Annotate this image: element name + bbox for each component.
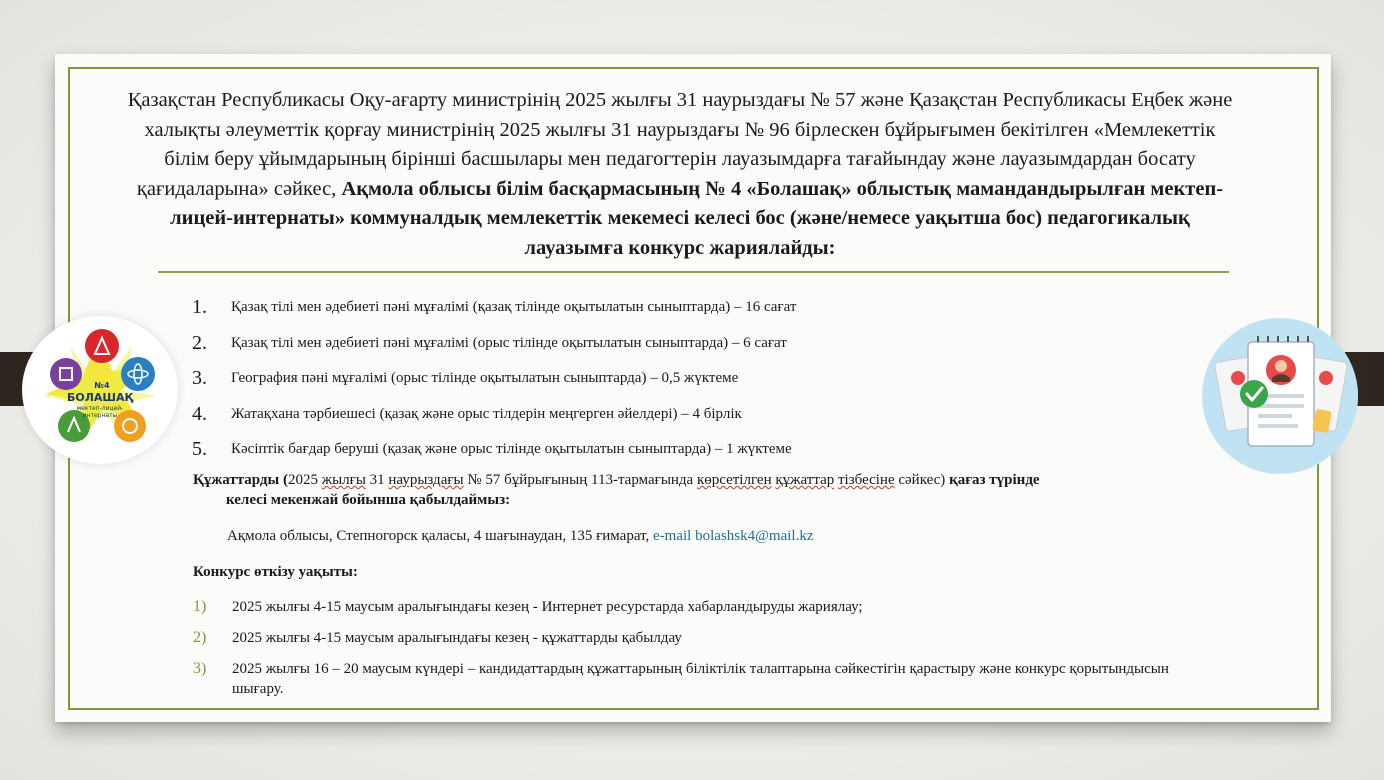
documents-text: № 57 бұйрығының 113-тармағында — [463, 472, 697, 488]
resume-icon-graphic — [1202, 318, 1358, 474]
documents-bold-text: келесі мекенжай бойынша қабылдаймыз: — [226, 492, 511, 508]
address-text: Ақмола облысы, Степногорск қаласы, 4 шағынаудан, 135 ғимарат, — [227, 528, 650, 544]
intro-text: Қазақстан Республикасы Оқу-ағарту министрінің 2025 жылғы 31 наурыздағы № 57 және Қазақстан Республикасы Еңбек және халықты әлеуметтік қорғау министрінің 2025 жылғы 31 наурыздағы № 96 бірлескен бұйрығымен бекітілген «Мемлекеттік білім беру ұйымдарының бірінші басшылары мен педагогтерін лауазымдарға тағайындау және лауазымдардан босату қағидаларына» сәйкес, — [127, 89, 1233, 200]
email-link[interactable]: e-mail bolashsk4@mail.kz — [653, 528, 814, 544]
documents-text: 31 — [365, 472, 389, 488]
documents-bold-text: қағаз түрінде — [949, 472, 1040, 488]
documents-text: тізбесіне — [837, 472, 895, 488]
intro-bold-text: Ақмола облысы білім басқармасының № 4 «Болашақ» облыстық мамандандырылған мектеп-лицей-интернаты» коммуналдық мемлекеттік мекемесі келесі бос (және/немесе уақытша бос) педагогикалық лауазымға конкурс жариялайды: — [170, 177, 1224, 259]
vacancy-item — [192, 326, 1152, 362]
logo-name: БОЛАШАҚ — [66, 391, 134, 404]
vacancy-item — [192, 361, 1152, 397]
school-logo — [22, 316, 178, 464]
stage-number: 2) — [193, 629, 207, 646]
vacancy-list — [192, 290, 1152, 468]
stage-item — [193, 659, 1203, 699]
vacancy-text: Қазақ тілі мен әдебиеті пәні мұғалімі (қазақ тілінде оқытылатын сыныптарда) – 16 сағат — [231, 299, 797, 316]
stage-number: 1) — [193, 598, 207, 615]
documents-lead: Құжаттарды ( — [193, 472, 288, 488]
logo-subtitle: мектеп-лицей- — [76, 405, 124, 412]
intro-paragraph — [125, 86, 1235, 263]
stage-number: 3) — [193, 660, 207, 677]
stage-item — [193, 628, 1203, 648]
documents-text: көрсетілген — [696, 472, 772, 488]
vacancy-item — [192, 397, 1152, 433]
stage-item — [193, 597, 1203, 617]
resume-approval-icon — [1202, 318, 1358, 474]
logo-subtitle: интернаты — [82, 412, 118, 419]
stage-text: 2025 жылғы 4-15 маусым аралығындағы кезең - құжаттарды қабылдау — [232, 630, 682, 646]
documents-text: құжаттар — [775, 472, 835, 488]
vacancy-number: 4. — [192, 402, 207, 425]
vacancy-text: Кәсіптік бағдар беруші (қазақ және орыс тілінде оқытылатын сыныптарда) – 1 жүктеме — [231, 441, 792, 458]
vacancy-number: 2. — [192, 331, 207, 354]
documents-text: наурыздағы — [388, 472, 464, 488]
vacancy-text: Жатақхана тәрбиешесі (қазақ және орыс тілдерін меңгерген әйелдері) – 4 бірлік — [231, 405, 742, 422]
stage-text: 2025 жылғы 4-15 маусым аралығындағы кезең - Интернет ресурстарда хабарландыруды жариялау; — [232, 599, 863, 615]
stage-text: 2025 жылғы 16 – 20 маусым күндері – кандидаттардың құжаттарының біліктілік талаптарына сәйкестігін қарастыру және конкурс қорытындысын шығару. — [232, 661, 1169, 697]
documents-text: сәйкес) — [894, 472, 950, 488]
divider — [158, 271, 1229, 273]
logo-number: №4 — [94, 381, 110, 390]
announcement-card — [55, 54, 1331, 722]
documents-paragraph — [193, 470, 1203, 510]
vacancy-text: Қазақ тілі мен әдебиеті пәні мұғалімі (орыс тілінде оқытылатын сыныптарда) – 6 сағат — [231, 334, 787, 351]
school-logo-graphic — [22, 316, 178, 464]
address-line — [227, 528, 813, 545]
documents-text: жылғы — [321, 472, 366, 488]
vacancy-text: География пәні мұғалімі (орыс тілінде оқытылатын сыныптарда) – 0,5 жүктеме — [231, 370, 739, 387]
vacancy-item — [192, 432, 1152, 468]
contest-stage-list — [193, 597, 1203, 710]
vacancy-item — [192, 290, 1152, 326]
contest-title: Конкурс өткізу уақыты: — [193, 564, 358, 580]
documents-text: 2025 — [287, 472, 322, 488]
vacancy-number: 5. — [192, 438, 207, 461]
vacancy-number: 1. — [192, 296, 207, 319]
vacancy-number: 3. — [192, 367, 207, 390]
